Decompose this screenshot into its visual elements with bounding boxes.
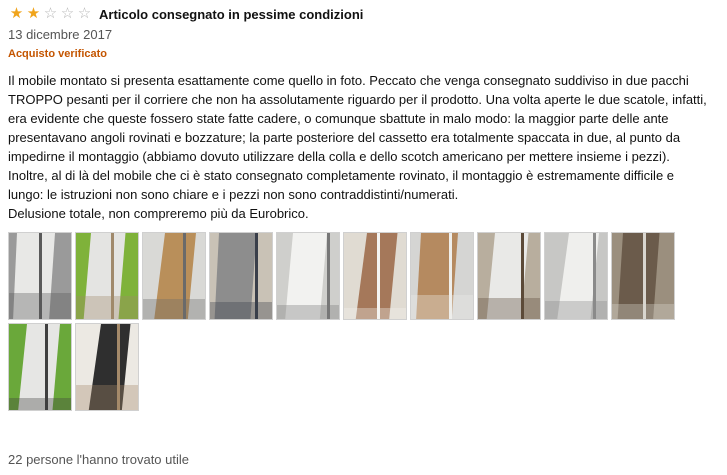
photo-image <box>411 233 474 320</box>
photo-image <box>143 233 206 320</box>
star-filled-icon: ★ <box>26 5 41 22</box>
review-paragraph: Il mobile montato si presenta esattamente come quello in foto. Peccato che venga consegnato suddiviso in due pacchi TROPPO pesanti per il corriere che non ha assolutamente riguardo per il prodotto. Una volta aperte le due scatole, infatti, era evidente che queste fossero state fatte cadere, o comunque sbattute in malo modo: la maggior parte delle ante presentavano angoli rovinati e bozzature; la parte posteriore del cassetto era totalmente spaccata in due, al punto da impedirne il montaggio (abbiamo dovuto utilizzare della colla e dello scotch americano per mettere insieme i pezzi). <box>8 73 707 164</box>
photo-image <box>277 233 340 320</box>
review-title[interactable]: Articolo consegnato in pessime condizioni <box>99 6 364 22</box>
review-image-gallery <box>8 232 718 414</box>
photo-image <box>478 233 541 320</box>
photo-image <box>9 233 72 320</box>
photo-image <box>545 233 608 320</box>
photo-image <box>76 324 139 411</box>
review-photo-thumbnail[interactable] <box>8 232 72 320</box>
review-photo-thumbnail[interactable] <box>75 323 139 411</box>
review-photo-thumbnail[interactable] <box>8 323 72 411</box>
photo-image <box>344 233 407 320</box>
star-outline-icon: ☆ <box>43 5 58 22</box>
review-header <box>8 4 720 24</box>
review-paragraph: Inoltre, al di là del mobile che ci è stato consegnato completamente rovinato, il montaggio è estremamente difficile e lungo: le istruzioni non sono chiare e i pezzi non sono contraddistinti/numerati. <box>8 168 675 202</box>
review-photo-thumbnail[interactable] <box>343 232 407 320</box>
review-photo-thumbnail[interactable] <box>75 232 139 320</box>
review-photo-thumbnail[interactable] <box>142 232 206 320</box>
star-outline-icon: ☆ <box>77 5 92 22</box>
review <box>8 4 720 414</box>
photo-image <box>612 233 675 320</box>
review-body <box>8 71 713 223</box>
helpful-count: 22 persone l'hanno trovato utile <box>8 452 189 467</box>
star-filled-icon: ★ <box>9 5 24 22</box>
photo-image <box>210 233 273 320</box>
review-photo-thumbnail[interactable] <box>477 232 541 320</box>
review-photo-thumbnail[interactable] <box>611 232 675 320</box>
review-paragraph: Delusione totale, non compreremo più da Eurobrico. <box>8 206 309 221</box>
review-photo-thumbnail[interactable] <box>544 232 608 320</box>
review-date: 13 dicembre 2017 <box>8 27 113 42</box>
photo-image <box>76 233 139 320</box>
review-photo-thumbnail[interactable] <box>410 232 474 320</box>
star-outline-icon: ☆ <box>60 5 75 22</box>
photo-image <box>9 324 72 411</box>
review-photo-thumbnail[interactable] <box>209 232 273 320</box>
star-rating[interactable] <box>8 6 93 22</box>
review-photo-thumbnail[interactable] <box>276 232 340 320</box>
verified-purchase-badge: Acquisto verificato <box>8 48 108 60</box>
